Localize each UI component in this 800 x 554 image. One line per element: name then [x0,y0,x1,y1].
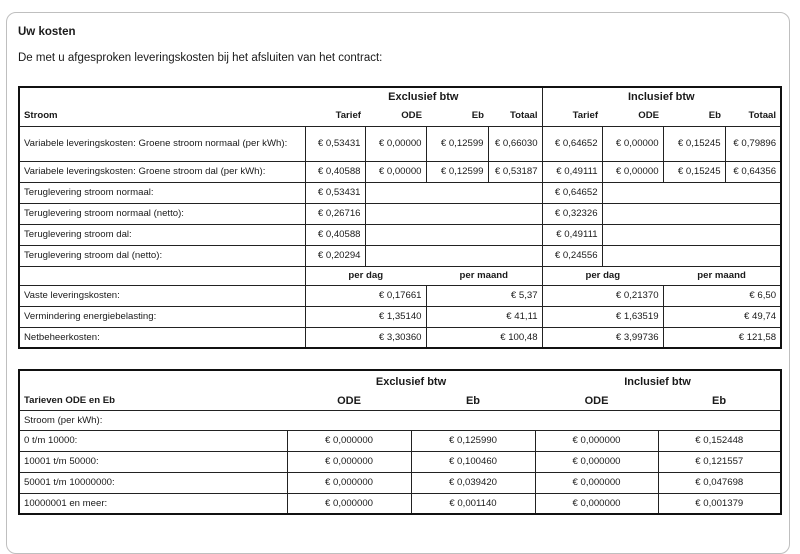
table-row [19,224,781,245]
cell-value: € 41,11 [426,306,542,327]
table-row [19,161,781,182]
cell-value: € 1,63519 [542,306,663,327]
column-header: Eb [465,394,481,407]
cell-value: € 100,48 [426,327,542,348]
cell-value: € 0,64652 [542,126,602,161]
cell-value: € 0,53431 [305,126,365,161]
cell-value: € 0,26716 [305,203,365,224]
table-row [19,285,781,306]
row-label: Teruglevering stroom dal: [19,224,305,245]
row-label: Teruglevering stroom normaal (netto): [19,203,305,224]
column-header: ODE [584,394,609,407]
ode-eb-rates-table [18,369,782,515]
column-header: Eb [711,394,727,407]
column-header-per-maand: per maand [459,270,509,281]
column-header: ODE [337,394,361,407]
column-header: Tarief [335,110,361,122]
cell-value: € 0,152448 [658,430,781,451]
cell-value: € 0,000000 [287,430,411,451]
table-row [19,493,781,514]
column-header-per-maand: per maand [697,270,746,281]
column-header: ODE [638,110,660,122]
cell-value: € 0,64356 [725,161,781,182]
row-label: Netbeheerkosten: [19,327,305,348]
cell-value: € 0,047698 [658,472,781,493]
column-header: Totaal [510,110,538,122]
cell-value: € 0,40588 [305,224,365,245]
cell-value: € 0,21370 [542,285,663,306]
cell-value: € 0,100460 [411,451,535,472]
table-row [19,306,781,327]
cell-value: € 3,30360 [305,327,426,348]
row-label: 10000001 en meer: [19,493,287,514]
column-header: Totaal [748,110,777,122]
cell-value: € 0,64652 [542,182,602,203]
column-header-tarieven: Tarieven ODE en Eb [24,395,115,407]
cell-value: € 0,12599 [426,126,488,161]
row-label: Variabele leveringskosten: Groene stroom normaal (per kWh): [19,126,305,161]
cell-value: € 0,000000 [287,451,411,472]
table-row [19,182,781,203]
cell-value: € 0,000000 [535,493,658,514]
cell-value: € 0,121557 [658,451,781,472]
delivery-costs-table [18,86,782,349]
cell-value: € 5,37 [426,285,542,306]
costs-card [6,12,790,554]
column-header: Eb [708,110,722,122]
cell-value: € 0,00000 [365,126,426,161]
section-title: Uw kosten [18,26,76,38]
cell-value: € 0,125990 [411,430,535,451]
cell-value: € 0,15245 [663,126,725,161]
row-label: 0 t/m 10000: [19,430,287,451]
cell-value: € 0,00000 [365,161,426,182]
cell-value: € 0,00000 [602,126,663,161]
cell-value: € 0,000000 [535,451,658,472]
column-header: Eb [471,110,484,122]
cell-value: € 121,58 [663,327,781,348]
group-header-excl: Exclusief btw [388,91,459,103]
cell-value: € 0,32326 [542,203,602,224]
group-header-excl: Exclusief btw [375,375,447,388]
row-label: Teruglevering stroom dal (netto): [19,245,305,266]
cell-value: € 3,99736 [542,327,663,348]
table-row [19,451,781,472]
group-header-incl: Inclusief btw [542,87,781,106]
table-row [19,126,781,161]
group-header-incl: Inclusief btw [624,375,691,388]
cell-value: € 0,001379 [658,493,781,514]
cell-value: € 0,00000 [602,161,663,182]
cell-value: € 0,66030 [488,126,542,161]
stroom-subheader: Stroom (per kWh): [19,410,781,430]
row-label: Vermindering energiebelasting: [19,306,305,327]
table-row [19,245,781,266]
cell-value: € 0,53187 [488,161,542,182]
cell-value: € 0,49111 [542,161,602,182]
column-header: Tarief [542,106,602,126]
table-row [19,203,781,224]
intro-text: De met u afgesproken leveringskosten bij het afsluiten van het contract: [18,52,383,64]
table-row [19,430,781,451]
row-label: 50001 t/m 10000000: [19,472,287,493]
cell-value: € 6,50 [663,285,781,306]
cell-value: € 49,74 [663,306,781,327]
row-label: 10001 t/m 50000: [19,451,287,472]
column-header-stroom: Stroom [24,110,58,122]
column-header: ODE [401,110,422,122]
cell-value: € 1,35140 [305,306,426,327]
cell-value: € 0,039420 [411,472,535,493]
table-row [19,472,781,493]
cell-value: € 0,15245 [663,161,725,182]
cell-value: € 0,000000 [287,472,411,493]
cell-value: € 0,24556 [542,245,602,266]
column-header-per-dag: per dag [305,266,426,285]
cell-value: € 0,40588 [305,161,365,182]
cell-value: € 0,12599 [426,161,488,182]
cell-value: € 0,49111 [542,224,602,245]
cell-value: € 0,000000 [287,493,411,514]
cell-value: € 0,17661 [305,285,426,306]
row-label: Teruglevering stroom normaal: [19,182,305,203]
cell-value: € 0,20294 [305,245,365,266]
column-header-per-dag: per dag [542,266,663,285]
cell-value: € 0,000000 [535,430,658,451]
cell-value: € 0,000000 [535,472,658,493]
row-label: Variabele leveringskosten: Groene stroom dal (per kWh): [19,161,305,182]
cell-value: € 0,53431 [305,182,365,203]
cell-value: € 0,001140 [411,493,535,514]
row-label: Vaste leveringskosten: [19,285,305,306]
table-row [19,327,781,348]
cell-value: € 0,79896 [725,126,781,161]
